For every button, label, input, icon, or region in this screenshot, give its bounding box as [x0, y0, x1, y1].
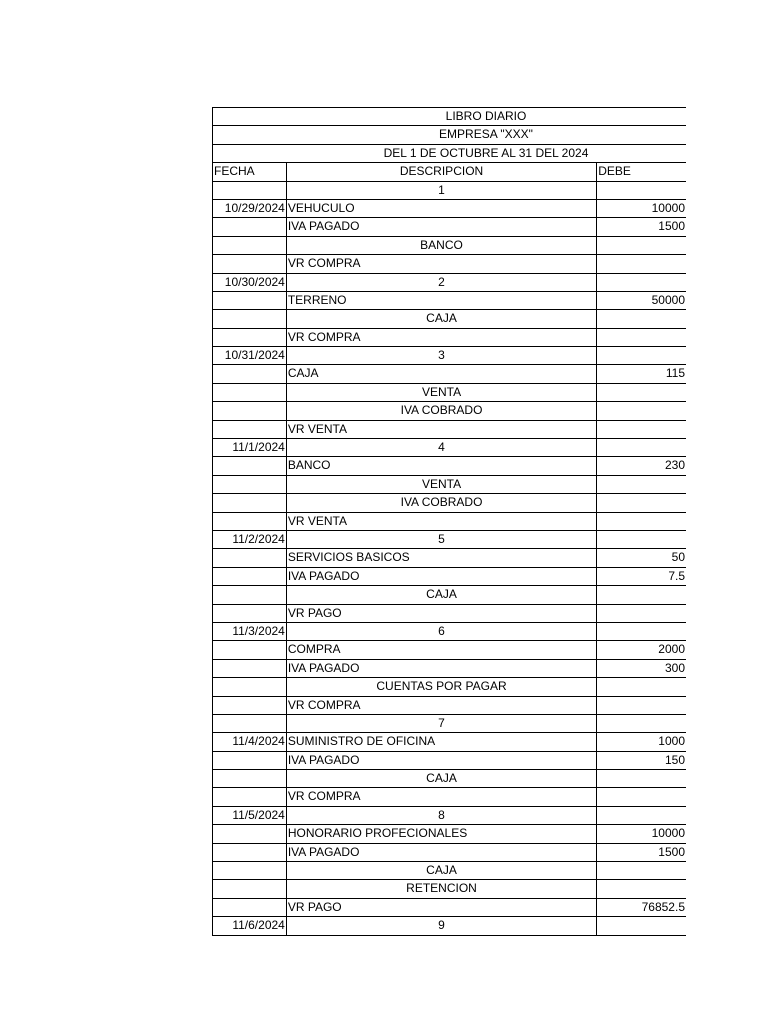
- date-cell: [213, 660, 287, 677]
- debe-cell: 150: [664, 752, 685, 767]
- company-name: EMPRESA "XXX": [439, 127, 533, 142]
- description-cell: VR VENTA: [287, 421, 597, 438]
- table-row: [212, 218, 686, 236]
- description-cell: VR COMPRA: [287, 788, 597, 805]
- table-row: [212, 274, 686, 292]
- date-cell: 11/5/2024: [213, 807, 287, 824]
- description-cell: IVA COBRADO: [287, 494, 597, 511]
- description-cell: VENTA: [287, 476, 597, 493]
- date-cell: [213, 697, 287, 714]
- column-header-descripcion: DESCRIPCION: [287, 163, 597, 180]
- table-row: [212, 917, 686, 935]
- description-cell: IVA PAGADO: [287, 752, 597, 769]
- description-cell: 1: [287, 182, 597, 199]
- date-cell: [213, 513, 287, 530]
- description-cell: VR PAGO: [287, 899, 597, 916]
- table-row: [212, 513, 686, 531]
- debe-cell: [597, 862, 686, 879]
- table-row: [212, 586, 686, 604]
- company-row: [212, 126, 686, 144]
- description-cell: CAJA: [287, 770, 597, 787]
- debe-cell: [597, 274, 686, 291]
- date-cell: [213, 825, 287, 842]
- debe-cell: [597, 476, 686, 493]
- debe-cell: [597, 237, 686, 254]
- description-cell: VR COMPRA: [287, 255, 597, 272]
- journal-entries: [212, 182, 686, 936]
- table-row: [212, 752, 686, 770]
- debe-cell: 1500: [658, 844, 685, 859]
- description-cell: RETENCION: [287, 880, 597, 897]
- debe-cell: 230: [664, 458, 685, 473]
- description-cell: IVA PAGADO: [287, 568, 597, 585]
- date-cell: 11/3/2024: [213, 623, 287, 640]
- table-row: [212, 605, 686, 623]
- debe-cell: 1500: [658, 219, 685, 234]
- table-row: [212, 237, 686, 255]
- description-cell: VR COMPRA: [287, 697, 597, 714]
- description-cell: SUMINISTRO DE OFICINA: [287, 733, 597, 750]
- table-row: [212, 439, 686, 457]
- date-cell: [213, 880, 287, 897]
- debe-cell: [597, 329, 686, 346]
- description-cell: VENTA: [287, 384, 597, 401]
- debe-cell: [597, 513, 686, 530]
- date-cell: [213, 641, 287, 658]
- date-cell: [213, 715, 287, 732]
- table-row: [212, 384, 686, 402]
- debe-cell: [597, 697, 686, 714]
- debe-cell: 7.5: [668, 568, 685, 583]
- description-cell: VR COMPRA: [287, 329, 597, 346]
- description-cell: CAJA: [287, 862, 597, 879]
- date-cell: 11/4/2024: [213, 733, 287, 750]
- date-cell: [213, 549, 287, 566]
- table-row: [212, 494, 686, 512]
- table-row: [212, 365, 686, 383]
- date-cell: 11/1/2024: [213, 439, 287, 456]
- table-row: [212, 678, 686, 696]
- description-cell: VEHUCULO: [287, 200, 597, 217]
- table-row: [212, 641, 686, 659]
- journal-title: LIBRO DIARIO: [445, 109, 527, 123]
- description-cell: 9: [287, 917, 597, 934]
- date-cell: [213, 605, 287, 622]
- column-header-fecha: FECHA: [213, 163, 287, 180]
- table-row: [212, 255, 686, 273]
- debe-cell: 50: [671, 550, 685, 565]
- description-cell: 5: [287, 531, 597, 548]
- debe-cell: [597, 623, 686, 640]
- description-cell: 2: [287, 274, 597, 291]
- description-cell: BANCO: [287, 237, 597, 254]
- debe-cell: 300: [664, 660, 685, 675]
- date-cell: [213, 862, 287, 879]
- period-row: [212, 145, 686, 163]
- description-cell: CAJA: [287, 310, 597, 327]
- description-cell: 6: [287, 623, 597, 640]
- date-cell: [213, 494, 287, 511]
- date-cell: [213, 218, 287, 235]
- table-row: [212, 402, 686, 420]
- date-cell: 10/30/2024: [213, 274, 287, 291]
- debe-cell: [597, 182, 686, 199]
- debe-cell: [597, 384, 686, 401]
- description-cell: IVA COBRADO: [287, 402, 597, 419]
- debe-cell: [597, 715, 686, 732]
- debe-cell: [597, 310, 686, 327]
- description-cell: BANCO: [287, 457, 597, 474]
- debe-cell: [597, 494, 686, 511]
- table-row: [212, 476, 686, 494]
- debe-cell: [597, 605, 686, 622]
- table-row: [212, 715, 686, 733]
- date-cell: [213, 329, 287, 346]
- debe-cell: 10000: [651, 200, 685, 215]
- description-cell: IVA PAGADO: [287, 660, 597, 677]
- debe-cell: [597, 880, 686, 897]
- table-row: [212, 292, 686, 310]
- table-row: [212, 825, 686, 843]
- date-cell: [213, 255, 287, 272]
- description-cell: HONORARIO PROFECIONALES: [287, 825, 597, 842]
- date-cell: [213, 237, 287, 254]
- date-cell: [213, 586, 287, 603]
- date-cell: [213, 752, 287, 769]
- debe-cell: [597, 917, 686, 934]
- table-row: [212, 844, 686, 862]
- description-cell: 8: [287, 807, 597, 824]
- debe-cell: [597, 586, 686, 603]
- column-header-debe: DEBE: [598, 164, 631, 179]
- date-cell: [213, 310, 287, 327]
- table-row: [212, 770, 686, 788]
- date-cell: [213, 365, 287, 382]
- date-cell: [213, 402, 287, 419]
- description-cell: COMPRA: [287, 641, 597, 658]
- table-row: [212, 347, 686, 365]
- debe-cell: 115: [665, 366, 685, 381]
- debe-cell: [597, 788, 686, 805]
- table-row: [212, 880, 686, 898]
- description-cell: VR PAGO: [287, 605, 597, 622]
- table-row: [212, 660, 686, 678]
- date-cell: 11/6/2024: [213, 917, 287, 934]
- libro-diario-table: [212, 107, 686, 936]
- description-cell: 3: [287, 347, 597, 364]
- table-row: [212, 549, 686, 567]
- debe-cell: 1000: [658, 734, 685, 749]
- date-cell: [213, 844, 287, 861]
- period-label: DEL 1 DE OCTUBRE AL 31 DEL 2024: [383, 145, 589, 160]
- date-cell: [213, 899, 287, 916]
- date-cell: 10/31/2024: [213, 347, 287, 364]
- table-row: [212, 807, 686, 825]
- table-row: [212, 623, 686, 641]
- date-cell: 11/2/2024: [213, 531, 287, 548]
- debe-cell: [597, 439, 686, 456]
- description-cell: TERRENO: [287, 292, 597, 309]
- table-row: [212, 329, 686, 347]
- date-cell: [213, 568, 287, 585]
- debe-cell: [597, 531, 686, 548]
- date-cell: [213, 476, 287, 493]
- debe-cell: 76852.5: [641, 899, 685, 914]
- table-row: [212, 310, 686, 328]
- debe-cell: 2000: [658, 642, 685, 657]
- table-row: [212, 862, 686, 880]
- debe-cell: [597, 347, 686, 364]
- debe-cell: [597, 807, 686, 824]
- table-row: [212, 421, 686, 439]
- table-row: [212, 200, 686, 218]
- table-row: [212, 182, 686, 200]
- table-row: [212, 568, 686, 586]
- table-row: [212, 457, 686, 475]
- debe-cell: [597, 402, 686, 419]
- description-cell: 7: [287, 715, 597, 732]
- date-cell: [213, 292, 287, 309]
- description-cell: 4: [287, 439, 597, 456]
- description-cell: CUENTAS POR PAGAR: [287, 678, 597, 695]
- date-cell: [213, 788, 287, 805]
- date-cell: [213, 384, 287, 401]
- date-cell: [213, 182, 287, 199]
- table-row: [212, 733, 686, 751]
- table-row: [212, 697, 686, 715]
- debe-cell: [597, 678, 686, 695]
- debe-cell: [597, 770, 686, 787]
- debe-cell: 10000: [651, 826, 685, 841]
- debe-cell: 50000: [651, 292, 685, 307]
- description-cell: IVA PAGADO: [287, 844, 597, 861]
- date-cell: [213, 770, 287, 787]
- debe-cell: [597, 421, 686, 438]
- column-header-row: [212, 163, 686, 181]
- title-row: [212, 108, 686, 126]
- description-cell: SERVICIOS BASICOS: [287, 549, 597, 566]
- table-row: [212, 899, 686, 917]
- date-cell: 10/29/2024: [213, 200, 287, 217]
- table-row: [212, 788, 686, 806]
- description-cell: CAJA: [287, 586, 597, 603]
- description-cell: IVA PAGADO: [287, 218, 597, 235]
- date-cell: [213, 678, 287, 695]
- description-cell: VR VENTA: [287, 513, 597, 530]
- date-cell: [213, 421, 287, 438]
- description-cell: CAJA: [287, 365, 597, 382]
- date-cell: [213, 457, 287, 474]
- table-row: [212, 531, 686, 549]
- debe-cell: [597, 255, 686, 272]
